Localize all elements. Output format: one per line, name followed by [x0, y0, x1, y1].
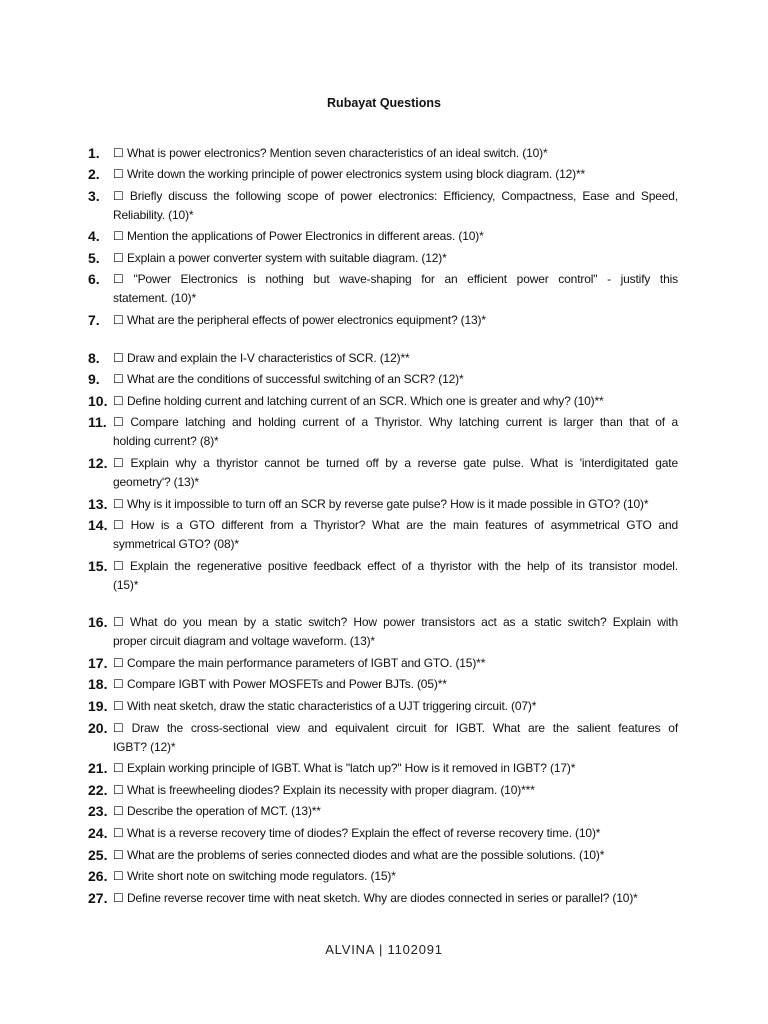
- question-text: [113, 675, 678, 694]
- question-number: 26.: [88, 868, 108, 885]
- checkbox-icon: ☐: [113, 145, 124, 160]
- checkbox-icon: ☐: [113, 188, 124, 203]
- question-text: [113, 516, 678, 554]
- checkbox-icon: ☐: [113, 496, 124, 511]
- question-text: [113, 392, 678, 411]
- question-line-text: symmetrical GTO? (08)*: [113, 537, 239, 552]
- question-line-text: IGBT? (12)*: [113, 739, 176, 754]
- page-footer: ALVINA | 1102091: [325, 942, 443, 957]
- checkbox-icon: ☐: [113, 615, 124, 630]
- question-item: [88, 349, 678, 368]
- question-item: [88, 697, 678, 716]
- question-line-text: Mention the applications of Power Electronics in different areas. (10)*: [126, 229, 484, 244]
- question-number: 20.: [88, 719, 108, 736]
- question-line: [113, 889, 678, 908]
- checkbox-icon: ☐: [113, 393, 124, 408]
- checkbox-icon: ☐: [113, 558, 124, 573]
- question-line-text: Define holding current and latching current of an SCR. Which one is greater and why? (10)**: [126, 393, 604, 408]
- question-number: 19.: [88, 698, 108, 714]
- question-line: [113, 759, 678, 778]
- question-item: [88, 719, 678, 757]
- question-line: [113, 557, 678, 576]
- question-line: [113, 413, 678, 432]
- checkbox-icon: ☐: [113, 847, 124, 862]
- question-number: 12.: [88, 454, 108, 471]
- question-number: 10.: [88, 392, 108, 409]
- question-item: [88, 613, 678, 651]
- question-line: [113, 370, 678, 389]
- question-item: [88, 557, 678, 595]
- question-number: 22.: [88, 781, 108, 798]
- checkbox-icon: ☐: [113, 415, 124, 430]
- question-line-text: statement. (10)*: [113, 291, 196, 306]
- question-text: [113, 557, 678, 595]
- question-line-text: (15)*: [113, 577, 139, 592]
- question-number: 15.: [88, 557, 108, 574]
- question-number: 6.: [88, 271, 100, 288]
- page-title: Rubayat Questions: [327, 96, 441, 110]
- question-line: [113, 249, 678, 268]
- question-number: 7.: [88, 312, 100, 329]
- question-line-text: Write short note on switching mode regulators. (15)*: [126, 869, 396, 884]
- question-line-text: Write down the working principle of power electronics system using block diagram. (12)**: [126, 167, 586, 182]
- question-line: [113, 432, 678, 451]
- question-line: [113, 675, 678, 694]
- question-line: [113, 270, 678, 289]
- question-item: [88, 824, 678, 843]
- question-text: [113, 781, 678, 800]
- question-line: [113, 227, 678, 246]
- checkbox-icon: ☐: [113, 350, 124, 365]
- checkbox-icon: ☐: [113, 455, 124, 470]
- question-line: [113, 311, 678, 330]
- question-item: [88, 165, 678, 184]
- question-number: 14.: [88, 517, 108, 534]
- question-item: [88, 781, 678, 800]
- question-text: [113, 759, 678, 778]
- checkbox-icon: ☐: [113, 825, 124, 840]
- question-number: 13.: [88, 495, 108, 512]
- question-line-text: Why is it impossible to turn off an SCR by reverse gate pulse? How is it made possible in GTO? (10)*: [126, 496, 649, 511]
- checkbox-icon: ☐: [113, 677, 124, 692]
- checkbox-icon: ☐: [113, 655, 124, 670]
- question-text: [113, 349, 678, 368]
- checkbox-icon: ☐: [113, 518, 124, 533]
- question-line-text: How is a GTO different from a Thyristor? What are the main features of asymmetrical GTO and: [130, 518, 678, 533]
- question-number: 9.: [88, 371, 100, 388]
- checkbox-icon: ☐: [113, 272, 124, 287]
- question-number: 27.: [88, 889, 108, 906]
- question-line: [113, 516, 678, 535]
- checkbox-icon: ☐: [113, 229, 124, 244]
- question-number: 24.: [88, 824, 108, 841]
- question-text: [113, 454, 678, 492]
- question-line: [113, 719, 678, 738]
- question-text: [113, 495, 678, 514]
- question-item: [88, 675, 678, 694]
- question-line-text: Explain the regenerative positive feedback effect of a thyristor with the help of its transistor model.: [129, 558, 678, 573]
- question-item: [88, 654, 678, 673]
- checkbox-icon: ☐: [113, 313, 124, 328]
- checkbox-icon: ☐: [113, 782, 124, 797]
- question-line-text: What is freewheeling diodes? Explain its necessity with proper diagram. (10)***: [126, 782, 535, 797]
- question-line-text: Compare the main performance parameters of IGBT and GTO. (15)**: [126, 655, 486, 670]
- checkbox-icon: ☐: [113, 890, 124, 905]
- question-line: [113, 654, 678, 673]
- question-line-text: What are the peripheral effects of power electronics equipment? (13)*: [126, 313, 486, 328]
- question-line: [113, 867, 678, 886]
- question-number: 1.: [88, 144, 100, 161]
- question-line-text: "Power Electronics is nothing but wave-shaping for an efficient power control" - justify this: [133, 272, 678, 287]
- question-text: [113, 311, 678, 330]
- question-item: [88, 227, 678, 246]
- question-text: [113, 867, 678, 886]
- question-line-text: Draw the cross-sectional view and equivalent circuit for IGBT. What are the salient features of: [131, 720, 679, 735]
- question-item: [88, 454, 678, 492]
- question-text: [113, 654, 678, 673]
- question-text: [113, 370, 678, 389]
- question-item: [88, 270, 678, 308]
- question-line: [113, 781, 678, 800]
- checkbox-icon: ☐: [113, 167, 124, 182]
- question-item: [88, 516, 678, 554]
- question-line: [113, 738, 678, 757]
- question-number: 4.: [88, 228, 100, 245]
- question-number: 5.: [88, 249, 100, 266]
- question-line: [113, 187, 678, 206]
- question-line: [113, 846, 678, 865]
- question-line: [113, 613, 678, 632]
- question-number: 23.: [88, 803, 108, 820]
- question-line: [113, 802, 678, 821]
- question-line: [113, 206, 678, 225]
- question-item: [88, 802, 678, 821]
- question-item: [88, 370, 678, 389]
- question-line: [113, 454, 678, 473]
- question-item: [88, 495, 678, 514]
- question-line: [113, 144, 678, 163]
- question-text: [113, 165, 678, 184]
- question-text: [113, 824, 678, 843]
- question-line-text: Reliability. (10)*: [113, 207, 194, 222]
- question-text: [113, 249, 678, 268]
- question-list: [88, 144, 678, 911]
- question-item: [88, 187, 678, 225]
- question-line: [113, 495, 678, 514]
- question-line: [113, 632, 678, 651]
- question-line-text: Compare latching and holding current of a Thyristor. Why latching current is larger than that of a: [130, 415, 679, 430]
- question-number: 3.: [88, 187, 100, 204]
- question-text: [113, 613, 678, 651]
- question-line: [113, 289, 678, 308]
- question-line: [113, 824, 678, 843]
- question-text: [113, 889, 678, 908]
- question-number: 16.: [88, 614, 108, 631]
- question-line-text: Explain working principle of IGBT. What is "latch up?" How is it removed in IGBT? (17)*: [126, 761, 576, 776]
- checkbox-icon: ☐: [113, 804, 124, 819]
- question-item: [88, 759, 678, 778]
- question-line-text: Explain a power converter system with suitable diagram. (12)*: [126, 250, 447, 265]
- question-number: 25.: [88, 846, 108, 863]
- question-text: [113, 719, 678, 757]
- question-number: 11.: [88, 414, 107, 431]
- question-line: [113, 473, 678, 492]
- question-line: [113, 535, 678, 554]
- question-text: [113, 413, 678, 451]
- question-line: [113, 576, 678, 595]
- question-item: [88, 413, 678, 451]
- question-line-text: Compare IGBT with Power MOSFETs and Power BJTs. (05)**: [126, 677, 447, 692]
- question-line-text: Define reverse recover time with neat sketch. Why are diodes connected in series or parallel? (10)*: [126, 890, 638, 905]
- question-item: [88, 889, 678, 908]
- question-item: [88, 249, 678, 268]
- checkbox-icon: ☐: [113, 699, 124, 713]
- question-number: 2.: [88, 166, 100, 183]
- question-number: 21.: [88, 760, 108, 777]
- question-text: [113, 802, 678, 821]
- question-line-text: Describe the operation of MCT. (13)**: [126, 804, 321, 819]
- question-item: [88, 392, 678, 411]
- question-line-text: Explain why a thyristor cannot be turned off by a reverse gate pulse. What is 'interdigitated gate: [130, 455, 678, 470]
- question-line: [113, 349, 678, 368]
- question-line: [113, 165, 678, 184]
- question-line-text: What is power electronics? Mention seven characteristics of an ideal switch. (10)*: [126, 145, 548, 160]
- checkbox-icon: ☐: [113, 372, 124, 387]
- question-number: 17.: [88, 654, 108, 671]
- question-line-text: geometry'? (13)*: [113, 474, 199, 489]
- question-number: 18.: [88, 676, 108, 693]
- question-text: [113, 270, 678, 308]
- question-line-text: What are the conditions of successful switching of an SCR? (12)*: [126, 372, 464, 387]
- question-item: [88, 867, 678, 886]
- question-line-text: With neat sketch, draw the static characteristics of a UJT triggering circuit. (07)*: [126, 699, 537, 713]
- question-text: [113, 846, 678, 865]
- question-line-text: What are the problems of series connected diodes and what are the possible solutions. (10)*: [126, 847, 605, 862]
- question-item: [88, 846, 678, 865]
- question-number: 8.: [88, 349, 100, 366]
- checkbox-icon: ☐: [113, 250, 124, 265]
- question-item: [88, 311, 678, 330]
- checkbox-icon: ☐: [113, 869, 124, 884]
- question-line-text: holding current? (8)*: [113, 434, 219, 449]
- checkbox-icon: ☐: [113, 761, 124, 776]
- question-line-text: Briefly discuss the following scope of power electronics: Efficiency, Compactness, Ease and Speed,: [129, 188, 679, 203]
- question-line-text: What do you mean by a static switch? How power transistors act as a static switch? Explain with: [129, 615, 678, 630]
- question-line: [113, 392, 678, 411]
- checkbox-icon: ☐: [113, 720, 124, 735]
- question-text: [113, 227, 678, 246]
- question-text: [113, 187, 678, 225]
- question-line-text: proper circuit diagram and voltage waveform. (13)*: [113, 634, 375, 649]
- question-item: [88, 144, 678, 163]
- question-line-text: Draw and explain the I-V characteristics of SCR. (12)**: [126, 350, 410, 365]
- question-text: [113, 144, 678, 163]
- question-line-text: What is a reverse recovery time of diodes? Explain the effect of reverse recovery time. (10)*: [126, 825, 601, 840]
- question-line: [113, 697, 678, 716]
- question-text: [113, 697, 678, 716]
